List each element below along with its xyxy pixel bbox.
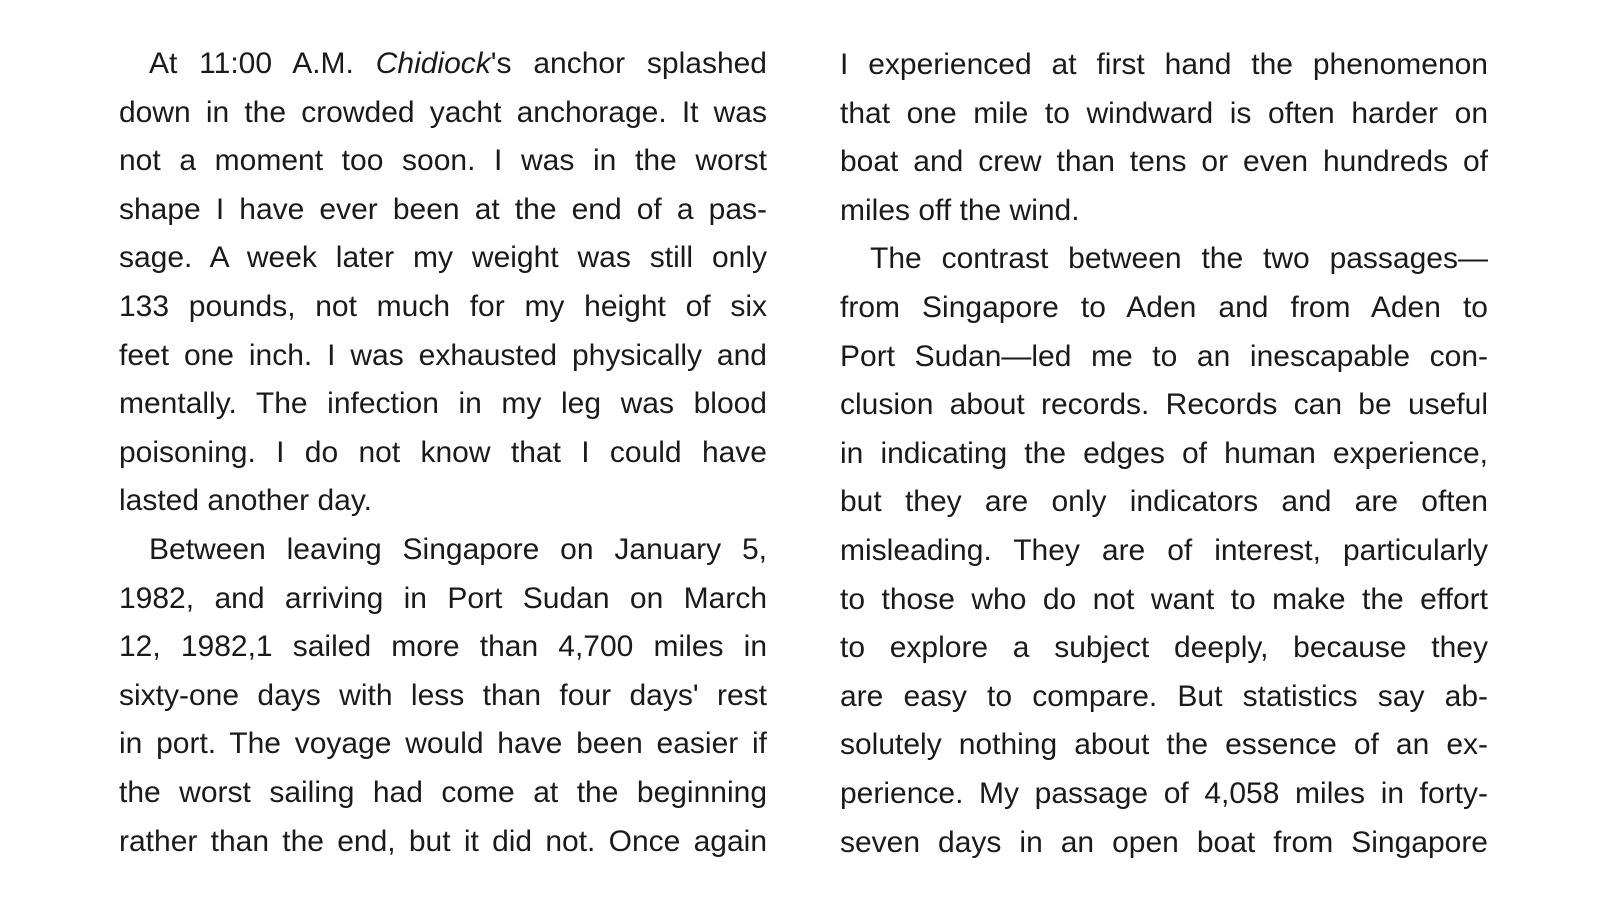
- text-line: Between leaving Singapore on January 5,: [149, 532, 767, 566]
- paragraph-arrival: [119, 40, 767, 526]
- text-line: misleading. They are of interest, particularly: [840, 533, 1488, 567]
- text-line: feet one inch. I was exhausted physically and: [119, 338, 767, 372]
- text-line: poisoning. I do not know that I could have: [119, 435, 767, 469]
- text-line: to explore a subject deeply, because they: [840, 631, 1488, 665]
- text-line: are easy to compare. But statistics say ab-: [840, 679, 1488, 713]
- text-line: 1982, and arriving in Port Sudan on March: [119, 581, 767, 615]
- text-line: clusion about records. Records can be useful: [840, 388, 1488, 422]
- text-line: but they are only indicators and are often: [840, 485, 1488, 519]
- text-line: rather than the end, but it did not. Once again: [119, 824, 767, 858]
- text-line: from Singapore to Aden and from Aden to: [840, 290, 1488, 324]
- text-line: The contrast between the two passages—: [870, 242, 1488, 276]
- text-line: boat and crew than tens or even hundreds of: [840, 145, 1488, 179]
- text-line: the worst sailing had come at the beginning: [119, 775, 767, 809]
- text-line: mentally. The infection in my leg was blood: [119, 387, 767, 421]
- text-line: sage. A week later my weight was still only: [119, 241, 767, 275]
- text-line: I experienced at first hand the phenomenon: [840, 48, 1488, 81]
- text-line: 12, 1982,1 sailed more than 4,700 miles in: [119, 630, 767, 664]
- text-line: down in the crowded yacht anchorage. It was: [119, 95, 767, 129]
- text-line: 133 pounds, not much for my height of six: [119, 289, 767, 323]
- text-line: [119, 40, 767, 89]
- text-line: sixty-one days with less than four days' rest: [119, 678, 767, 712]
- text-line: shape I have ever been at the end of a pas-: [119, 192, 767, 226]
- left-text-column: [119, 40, 767, 866]
- paragraph-records: [840, 235, 1488, 867]
- text-line: that one mile to windward is often harder on: [840, 96, 1488, 130]
- text-segment: At 11:00 A.M.: [149, 47, 376, 80]
- text-line: Port Sudan—led me to an inescapable con-: [840, 339, 1488, 373]
- right-text-column: [840, 41, 1488, 867]
- boat-name: Chidiock: [375, 47, 491, 80]
- text-line: to those who do not want to make the effort: [840, 582, 1488, 616]
- paragraph-windward: [840, 41, 1488, 235]
- text-line: seven days in an open boat from Singapore: [840, 825, 1488, 859]
- paragraph-voyage-summary: [119, 526, 767, 866]
- text-line: solutely nothing about the essence of an ex-: [840, 728, 1488, 762]
- text-segment: 's anchor splashed: [490, 47, 767, 80]
- text-line: in port. The voyage would have been easier if: [119, 727, 767, 761]
- text-line: not a moment too soon. I was in the worst: [119, 144, 767, 178]
- text-line: perience. My passage of 4,058 miles in forty-: [840, 776, 1488, 810]
- text-line: miles off the wind.: [840, 193, 1080, 227]
- text-line: lasted another day.: [119, 484, 372, 518]
- text-line: in indicating the edges of human experience,: [840, 436, 1488, 470]
